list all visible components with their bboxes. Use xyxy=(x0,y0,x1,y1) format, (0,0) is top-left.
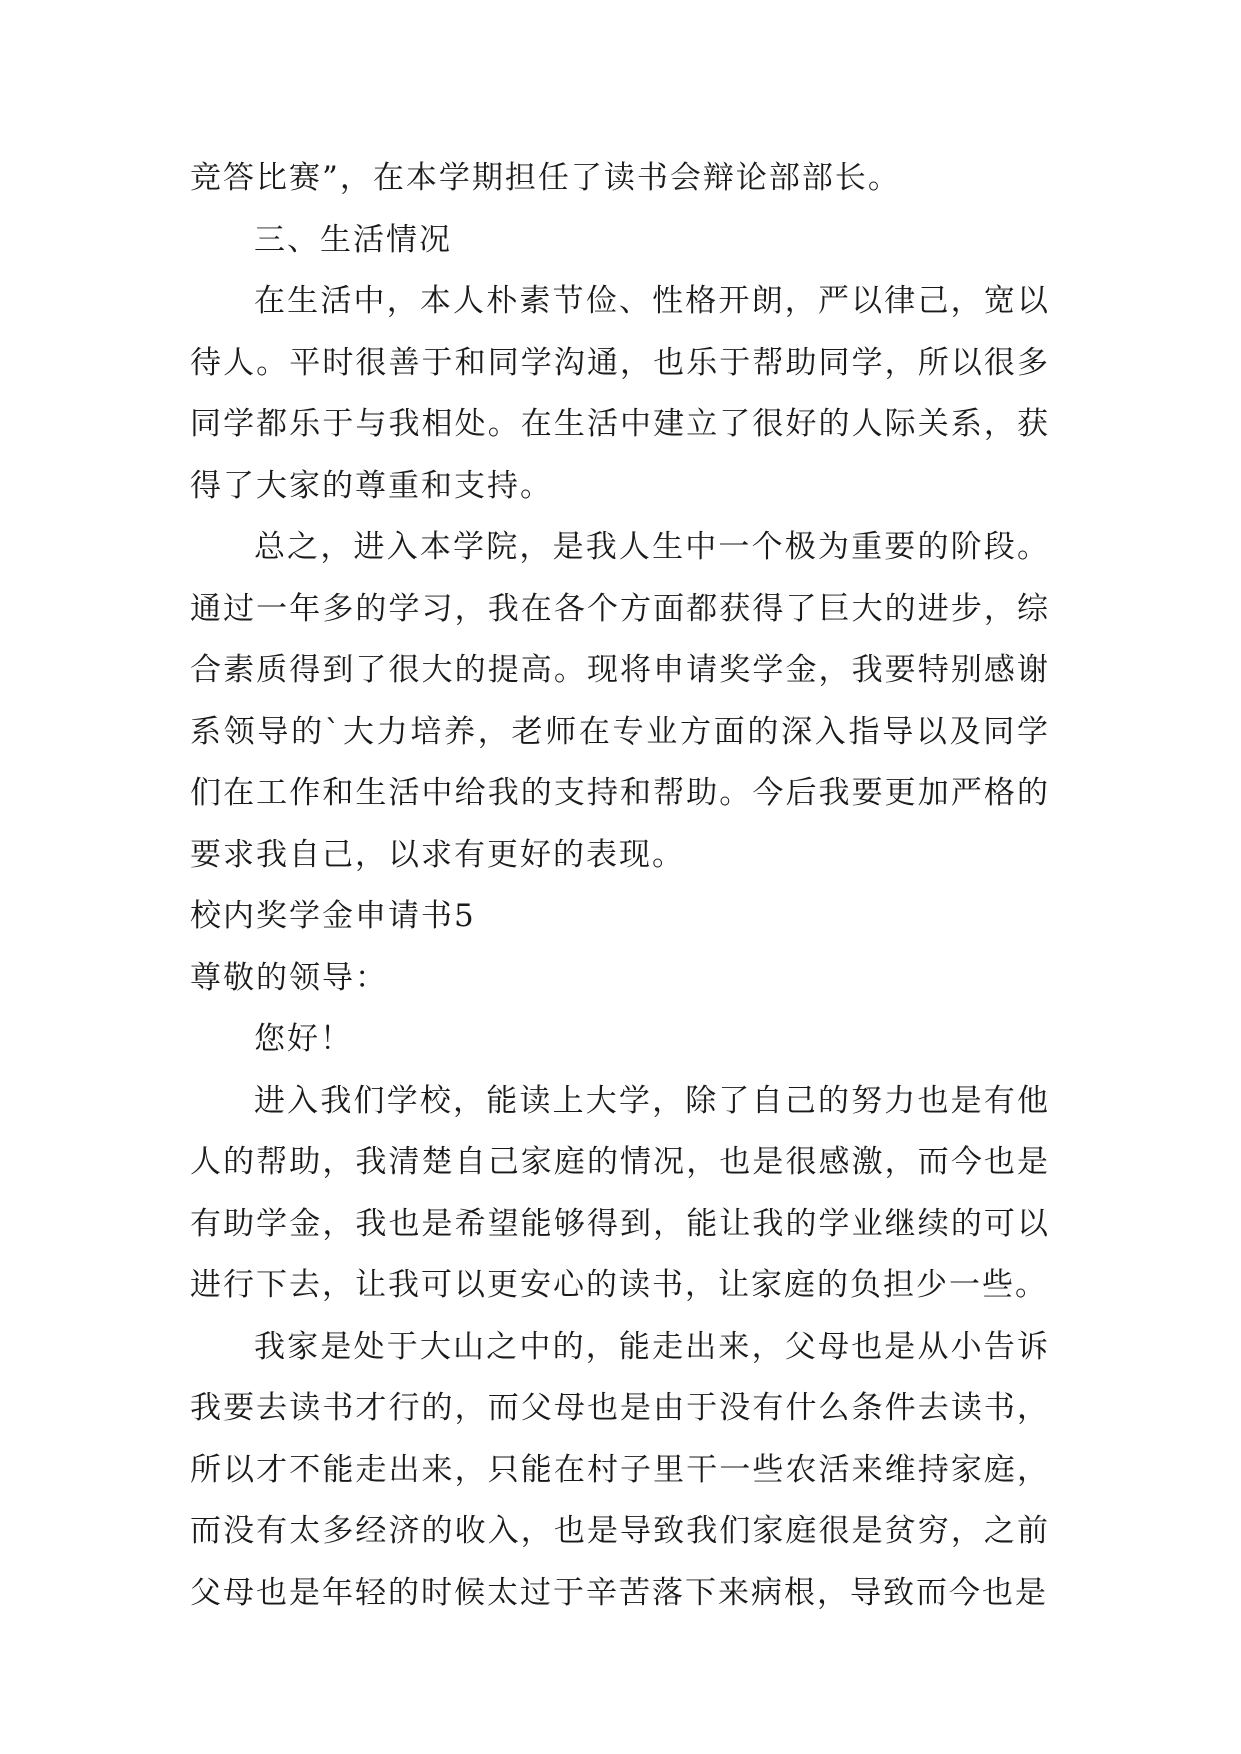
salutation: 尊敬的领导： xyxy=(190,959,388,996)
greeting: 您好！ xyxy=(254,1021,353,1057)
document-body xyxy=(190,148,1050,1624)
paragraph-intro: 进入我们学校，能读上大学，除了自己的努力也是有他人的帮助，我清楚自己家庭的情况，也是很感激，而今也是有助学金，我也是希望能够得到，能让我的学业继续的可以进行下去，让我可以更安心的读书，让家庭的负担少一些。 xyxy=(190,1082,1050,1303)
paragraph-life: 在生活中，本人朴素节俭、性格开朗，严以律己，宽以待人。平时很善于和同学沟通，也乐于帮助同学，所以很多同学都乐于与我相处。在生活中建立了很好的人际关系，获得了大家的尊重和支持。 xyxy=(190,283,1050,504)
paragraph-continuation: 竞答比赛”，在本学期担任了读书会辩论部部长。 xyxy=(190,160,901,196)
paragraph-family: 我家是处于大山之中的，能走出来，父母也是从小告诉我要去读书才行的，而父母也是由于没有什么条件去读书，所以才不能走出来，只能在村子里干一些农活来维持家庭，而没有太多经济的收入，也是导致我们家庭很是贫穷，之前父母也是年轻的时候太过于辛苦落下来病根，导致而今也是 xyxy=(190,1328,1050,1611)
paragraph-summary: 总之，进入本学院，是我人生中一个极为重要的阶段。通过一年多的学习，我在各个方面都获得了巨大的进步，综合素质得到了很大的提高。现将申请奖学金，我要特别感谢系领导的`大力培养，老师在专业方面的深入指导以及同学们在工作和生活中给我的支持和帮助。今后我要更加严格的要求我自己，以求有更好的表现。 xyxy=(190,529,1050,873)
document-title: 校内奖学金申请书5 xyxy=(190,898,476,934)
section-heading-life: 三、生活情况 xyxy=(254,221,452,258)
